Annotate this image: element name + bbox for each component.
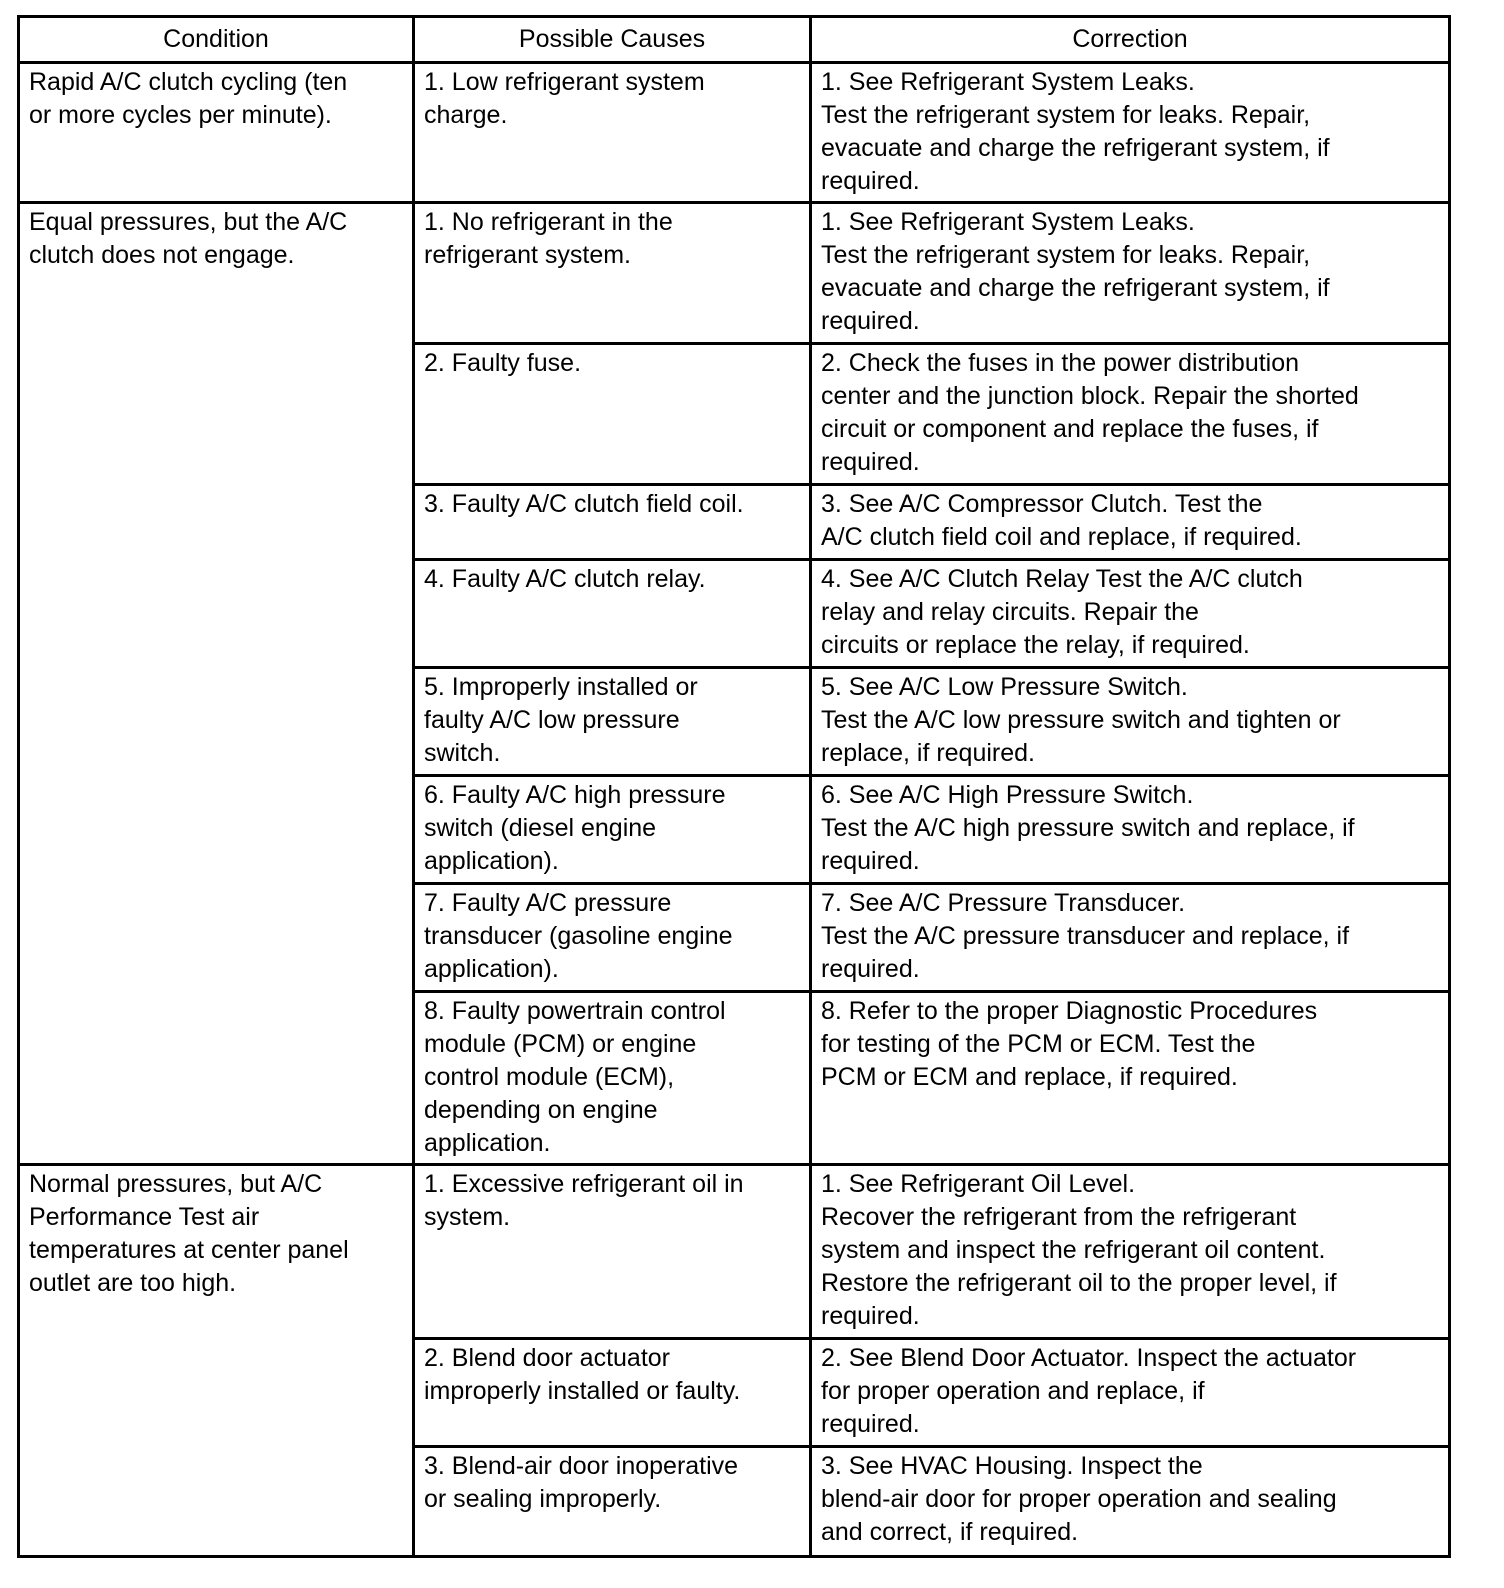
correction-cell: 3. See A/C Compressor Clutch. Test the A/C clutch field coil and replace, if required. [811, 485, 1450, 560]
header-correction: Correction [811, 17, 1450, 63]
correction-cell: 2. Check the fuses in the power distribution center and the junction block. Repair the shorted circuit or component and replace the fuses, if required. [811, 344, 1450, 485]
correction-cell: 4. See A/C Clutch Relay Test the A/C clutch relay and relay circuits. Repair the circuits or replace the relay, if required. [811, 560, 1450, 668]
condition-cell: Rapid A/C clutch cycling (ten or more cycles per minute). [19, 63, 414, 203]
diagnosis-table [17, 15, 1451, 1558]
cause-cell: 8. Faulty powertrain control module (PCM) or engine control module (ECM), depending on engine application. [414, 992, 811, 1165]
condition-cell: Normal pressures, but A/C Performance Test air temperatures at center panel outlet are too high. [19, 1165, 414, 1557]
correction-cell: 7. See A/C Pressure Transducer. Test the A/C pressure transducer and replace, if required. [811, 884, 1450, 992]
correction-cell: 2. See Blend Door Actuator. Inspect the actuator for proper operation and replace, if required. [811, 1339, 1450, 1447]
cause-cell: 3. Blend-air door inoperative or sealing improperly. [414, 1447, 811, 1557]
correction-cell: 6. See A/C High Pressure Switch. Test the A/C high pressure switch and replace, if required. [811, 776, 1450, 884]
cause-cell: 1. Excessive refrigerant oil in system. [414, 1165, 811, 1339]
correction-cell: 5. See A/C Low Pressure Switch. Test the A/C low pressure switch and tighten or replace, if required. [811, 668, 1450, 776]
correction-cell: 1. See Refrigerant Oil Level. Recover the refrigerant from the refrigerant system and inspect the refrigerant oil content. Restore the refrigerant oil to the proper level, if required. [811, 1165, 1450, 1339]
cause-cell: 2. Blend door actuator improperly installed or faulty. [414, 1339, 811, 1447]
correction-cell: 3. See HVAC Housing. Inspect the blend-air door for proper operation and sealing and correct, if required. [811, 1447, 1450, 1557]
header-possible-causes: Possible Causes [414, 17, 811, 63]
table-row [19, 203, 1450, 344]
correction-cell: 8. Refer to the proper Diagnostic Procedures for testing of the PCM or ECM. Test the PCM or ECM and replace, if required. [811, 992, 1450, 1165]
condition-cell: Equal pressures, but the A/C clutch does not engage. [19, 203, 414, 1165]
cause-cell: 1. No refrigerant in the refrigerant system. [414, 203, 811, 344]
cause-cell: 1. Low refrigerant system charge. [414, 63, 811, 203]
correction-cell: 1. See Refrigerant System Leaks. Test the refrigerant system for leaks. Repair, evacuate and charge the refrigerant system, if required. [811, 203, 1450, 344]
cause-cell: 6. Faulty A/C high pressure switch (diesel engine application). [414, 776, 811, 884]
cause-cell: 3. Faulty A/C clutch field coil. [414, 485, 811, 560]
correction-cell: 1. See Refrigerant System Leaks. Test the refrigerant system for leaks. Repair, evacuate and charge the refrigerant system, if required. [811, 63, 1450, 203]
cause-cell: 5. Improperly installed or faulty A/C low pressure switch. [414, 668, 811, 776]
cause-cell: 4. Faulty A/C clutch relay. [414, 560, 811, 668]
header-row [19, 17, 1450, 63]
table-row [19, 1165, 1450, 1339]
header-condition: Condition [19, 17, 414, 63]
cause-cell: 2. Faulty fuse. [414, 344, 811, 485]
table-row [19, 63, 1450, 203]
cause-cell: 7. Faulty A/C pressure transducer (gasoline engine application). [414, 884, 811, 992]
